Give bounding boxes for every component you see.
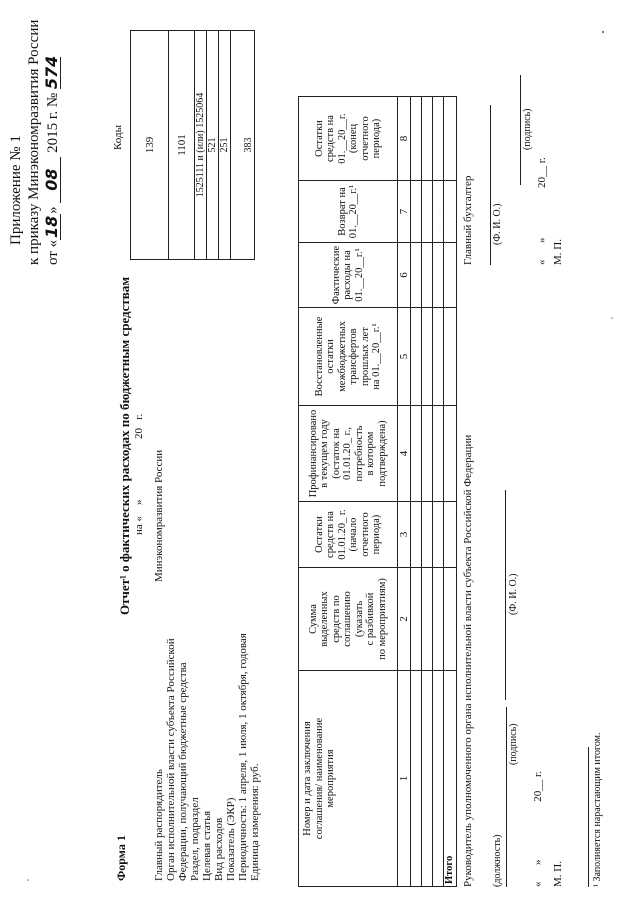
field-label: Показатель (ЭКР) xyxy=(225,797,237,881)
table-row xyxy=(422,97,433,887)
column-header: Восстановленные остатки межбюджетных трансфертов прошлых лет на 01.__20__г.¹ xyxy=(299,308,398,406)
signature-date: « » 20__ г. xyxy=(532,770,544,887)
field-label: Периодичность: 1 апреля, 1 июля, 1 октября, годовая xyxy=(237,633,249,881)
appendix-order: к приказу Минэкономразвития России xyxy=(26,19,42,265)
column-header: Фактические расходы на 01.__20__г.¹ xyxy=(299,243,398,308)
field-label: Орган исполнительной власти субъекта Российской xyxy=(165,638,177,881)
code-cell: 1525111 и (или) 1525064 xyxy=(195,31,207,260)
column-number: 7 xyxy=(398,181,411,243)
position-line xyxy=(506,707,507,887)
column-number: 3 xyxy=(398,502,411,568)
accountant-title: Главный бухгалтер xyxy=(462,175,474,265)
footnote: ¹ Заполняется нарастающим итогом. xyxy=(592,732,603,887)
table-number-row xyxy=(398,97,411,887)
main-table xyxy=(298,96,457,887)
accountant-name-line xyxy=(490,105,491,265)
code-cell: 139 xyxy=(131,31,169,260)
code-cell: 521 xyxy=(207,31,219,260)
appendix-day: 18 xyxy=(42,215,61,239)
position-caption: (должность) xyxy=(492,834,503,887)
column-header: Остатки средств на 01.__20__г. (конец отчетного периода) xyxy=(299,97,398,181)
column-number: 8 xyxy=(398,97,411,181)
column-number: 5 xyxy=(398,308,411,406)
column-number: 2 xyxy=(398,568,411,671)
table-row xyxy=(411,97,422,887)
field-label: Раздел, подраздел xyxy=(189,797,201,881)
name-caption: (Ф. И. О.) xyxy=(508,573,519,615)
accountant-date: « » 20__ г. xyxy=(536,157,548,265)
report-title: Отчет¹ о фактических расходах по бюджетным средствам xyxy=(117,276,132,615)
column-number: 1 xyxy=(398,671,411,887)
appendix-title: Приложение № 1 xyxy=(8,135,24,245)
field-label: Вид расходов xyxy=(213,817,225,881)
field-label: Единица измерения: руб. xyxy=(249,763,261,881)
field-label: Целевая статья xyxy=(201,810,213,881)
column-header: Номер и дата заключения соглашения/ наименование мероприятия xyxy=(299,671,398,887)
codes-header: Коды xyxy=(112,125,124,150)
code-cell: 251 xyxy=(219,31,231,260)
column-header: Возврат на 01.__20__г.¹ xyxy=(299,181,398,243)
column-number: 4 xyxy=(398,406,411,502)
codes-table xyxy=(130,30,255,260)
column-header: Остатки средств на 01.01.20_ г. (начало отчетного периода) xyxy=(299,502,398,568)
appendix-date-line: от «18» 08 2015 г. № 574 xyxy=(42,55,61,265)
footnote-divider xyxy=(588,747,589,887)
accountant-signature-caption: (подпись) xyxy=(522,108,533,150)
stamp-mark: М. П. xyxy=(552,861,564,887)
field-value-ministry: Минэкономразвития России xyxy=(153,449,165,582)
appendix-month: 08 xyxy=(44,157,61,203)
field-label: Федерации, получающий бюджетные средства xyxy=(177,662,189,881)
table-header-row xyxy=(299,97,398,887)
column-number: 6 xyxy=(398,243,411,308)
column-header: Профинансировано в текущем году (остаток на 01.01.20_ г., потребность в котором подтверждена) xyxy=(299,406,398,502)
field-label: Главный распорядитель xyxy=(153,769,165,881)
code-cell: 1101 xyxy=(169,31,195,260)
accountant-name-caption: (Ф. И. О.) xyxy=(492,203,503,245)
accountant-signature-line xyxy=(520,75,521,185)
table-total-row xyxy=(444,97,457,887)
accountant-stamp-mark: М. П. xyxy=(552,239,564,265)
signatory-title: Руководитель уполномоченного органа исполнительной власти субъекта Российской Федерации xyxy=(462,434,474,887)
table-row xyxy=(433,97,444,887)
column-header: Сумма выделенных средств по соглашению (указать с разбивкой по мероприятиям) xyxy=(299,568,398,671)
signature-caption: (подпись) xyxy=(508,723,519,765)
form-label: Форма 1 xyxy=(114,835,128,881)
appendix-number: 574 xyxy=(42,55,61,90)
code-cell: 383 xyxy=(231,31,255,260)
name-line xyxy=(505,490,506,700)
total-label: Итого xyxy=(444,671,457,887)
report-date-line: на « » 20 г. xyxy=(133,413,145,535)
